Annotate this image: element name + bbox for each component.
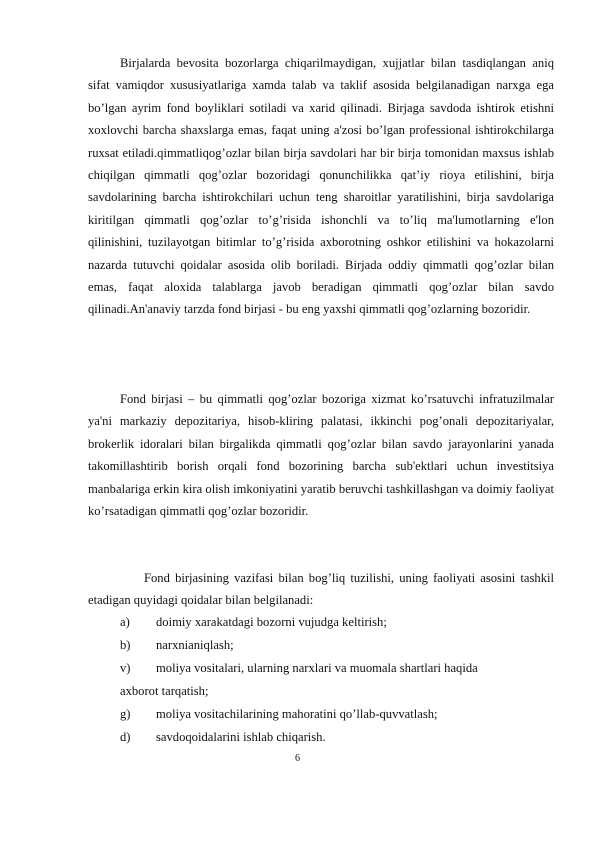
list-item	[120, 634, 560, 656]
paragraph-fond-birjasi-vazifasi: Fond birjasining vazifasi bilan bog’liq tuzilishi, uning faoliyati asosini tashkil etadigan quyidagi qoidalar bilan belgilanadi:	[88, 571, 554, 608]
paragraph-fond-birjasi-tarifi: Fond birjasi – bu qimmatli qog’ozlar bozoriga xizmat ko’rsatuvchi infratuzilmalar ya'ni markaziy depozitariya, hisob-kliring palatasi, ikkinchi pog’onali depozitariyalar, brokerlik idoralari bilan birgalikda qimmatli qog’ozlar bilan savdo jarayonlarini yanada takomillashtirib borish orqali fond bozorining barcha sub'ektlari uchun investitsiya manbalariga erkin kira olish imkoniyatini yaratib beruvchi tashkillashgan va doimiy faoliyat ko’rsatadigan qimmatli qog’ozlar bozoridir.	[88, 392, 554, 519]
list-item-text: savdoqoidalarini ishlab chiqarish.	[156, 730, 326, 744]
list-item-continuation: axborot tarqatish;	[120, 684, 209, 698]
list-marker: g)	[120, 707, 131, 721]
list-item-text: moliya vositachilarining mahoratini qo’llab-quvvatlash;	[156, 707, 438, 721]
list-item	[120, 726, 560, 748]
list-item	[120, 703, 560, 725]
paragraph-birja-savdosi: Birjalarda bevosita bozorlarga chiqarilmaydigan, xujjatlar bilan tasdiqlangan aniq sifat vamiqdor xususiyatlariga xamda talab va taklif asosida belgilanadigan narxga ega bo’lgan ayrim fond boyliklari sotiladi va xarid qilinadi. Birjaga savdoda ishtirok etishni xoxlovchi barcha shaxslarga emas, faqat uning a'zosi bo’lgan professional ishtirokchilarga ruxsat etiladi.qimmatliqog’ozlar bilan birja savdolari har bir birja tomonidan maxsus ishlab chiqilgan qimmatli qog’ozlar bozoridagi qonunchilikka qat’iy rioya etilishini, birja savdolarining barcha ishtirokchilari uchun teng sharoitlar yaratilishini, birja savdolariga kiritilgan qimmatli qog’ozlar to’g’risida ishonchli va to’liq ma'lumotlarning e'lon qilinishini, tuzilayotgan bitimlar to’g’risida axborotning oshkor etilishini va hokazolarni nazarda tutuvchi qoidalar asosida olib boriladi. Birjada oddiy qimmatli qog’ozlar bilan emas, faqat aloxida talablarga javob beradigan qimmatli qog’ozlar bilan savdo qilinadi.An'anaviy tarzda fond birjasi - bu eng yaxshi qimmatli qog’ozlarning bozoridir.	[88, 56, 554, 317]
page-number: 6	[295, 753, 300, 764]
list-marker: b)	[120, 638, 131, 652]
list-item-text: doimiy xarakatdagi bozorni vujudga keltirish;	[156, 615, 387, 629]
list-item	[120, 657, 560, 679]
list-item-text: narxnianiqlash;	[156, 638, 234, 652]
list-marker: a)	[120, 615, 130, 629]
list-marker: v)	[120, 661, 131, 675]
list-item-text: moliya vositalari, ularning narxlari va muomala shartlari haqida	[156, 661, 478, 675]
list-marker: d)	[120, 730, 131, 744]
list-item	[120, 611, 560, 633]
